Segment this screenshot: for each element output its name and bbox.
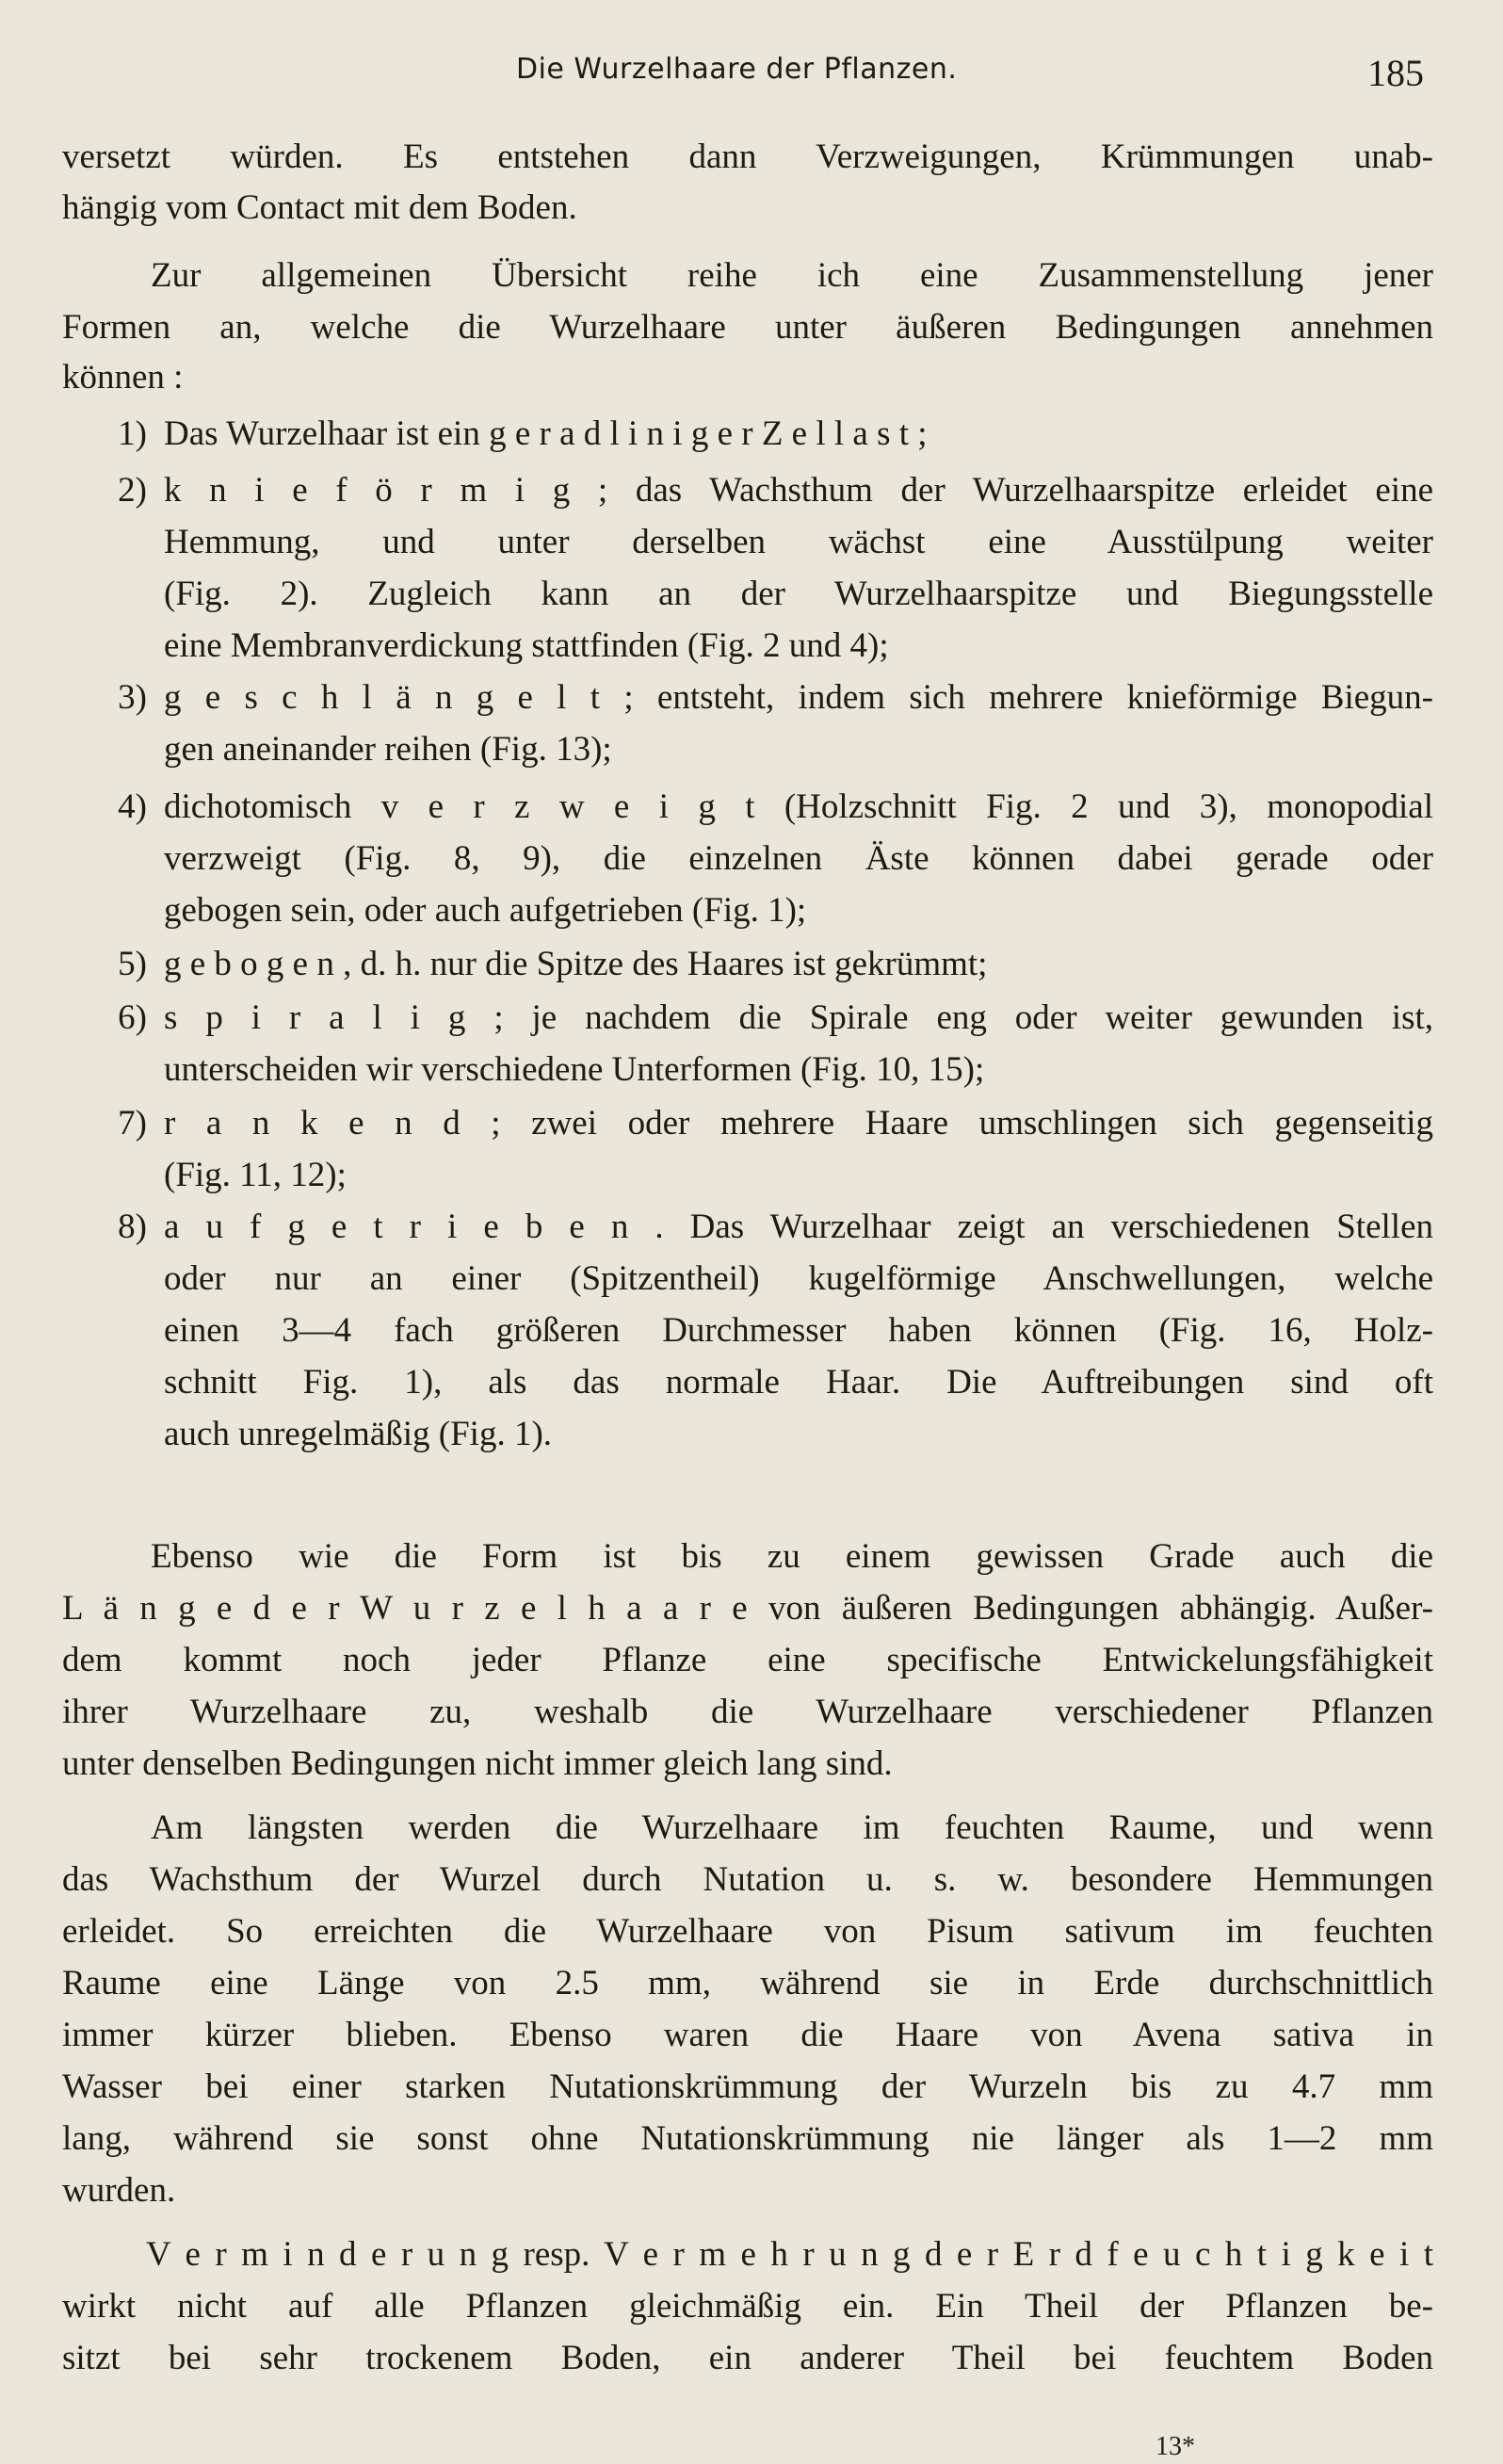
list-number: 8)	[118, 1208, 147, 1246]
page-number: 185	[1367, 52, 1424, 94]
text-line: erleidet. So erreichten die Wurzelhaare von Pisum sativum im feuchten	[62, 1912, 1433, 1951]
running-header: Die Wurzelhaare der Pflanzen.	[516, 53, 958, 86]
list-item-line: g e b o g e n , d. h. nur die Spitze des Haares ist gekrümmt;	[164, 945, 988, 983]
list-item-line: s p i r a l i g ; je nachdem die Spirale eng oder weiter gewunden ist,	[164, 998, 1433, 1037]
text-line: Raume eine Länge von 2.5 mm, während sie in Erde durchschnittlich	[62, 1964, 1433, 2002]
text-line: hängig vom Contact mit dem Boden.	[62, 188, 577, 227]
text-line: versetzt würden. Es entstehen dann Verzweigungen, Krümmungen unab-	[62, 138, 1433, 176]
text-line: Wasser bei einer starken Nutationskrümmung der Wurzeln bis zu 4.7 mm	[62, 2067, 1433, 2106]
text-line: ihrer Wurzelhaare zu, weshalb die Wurzelhaare verschiedener Pflanzen	[62, 1693, 1433, 1731]
list-item-line: gen aneinander reihen (Fig. 13);	[164, 730, 612, 769]
list-item-line: verzweigt (Fig. 8, 9), die einzelnen Äste können dabei gerade oder	[164, 839, 1433, 878]
text-line: dem kommt noch jeder Pflanze eine specifische Entwickelungsfähigkeit	[62, 1641, 1433, 1679]
list-number: 2)	[118, 471, 147, 510]
list-item-line: r a n k e n d ; zwei oder mehrere Haare umschlingen sich gegenseitig	[164, 1104, 1433, 1143]
text-line: Ebenso wie die Form ist bis zu einem gewissen Grade auch die	[151, 1537, 1433, 1576]
list-item-line: einen 3—4 fach größeren Durchmesser haben können (Fig. 16, Holz-	[164, 1311, 1433, 1350]
text-line: V e r m i n d e r u n g resp. V e r m e h r u n g d e r E r d f e u c h t i g k e i t	[146, 2235, 1433, 2274]
text-line: das Wachsthum der Wurzel durch Nutation u. s. w. besondere Hemmungen	[62, 1860, 1433, 1899]
list-number: 5)	[118, 945, 147, 983]
text-line: lang, während sie sonst ohne Nutationskrümmung nie länger als 1—2 mm	[62, 2119, 1433, 2158]
list-item-line: a u f g e t r i e b e n . Das Wurzelhaar zeigt an verschiedenen Stellen	[164, 1208, 1433, 1246]
list-item-line: eine Membranverdickung stattfinden (Fig. 2 und 4);	[164, 626, 889, 665]
text-line: Am längsten werden die Wurzelhaare im feuchten Raume, und wenn	[151, 1808, 1433, 1847]
list-item-line: g e s c h l ä n g e l t ; entsteht, indem sich mehrere knieförmige Biegun-	[164, 678, 1433, 717]
list-item-line: unterscheiden wir verschiedene Unterformen (Fig. 10, 15);	[164, 1050, 985, 1089]
list-item-line: schnitt Fig. 1), als das normale Haar. Die Auftreibungen sind oft	[164, 1363, 1433, 1402]
list-number: 7)	[118, 1104, 147, 1143]
list-number: 4)	[118, 787, 147, 826]
list-item-line: Das Wurzelhaar ist ein g e r a d l i n i g e r Z e l l a s t ;	[164, 414, 928, 453]
signature-mark: 13*	[1156, 2432, 1195, 2461]
text-line: unter denselben Bedingungen nicht immer gleich lang sind.	[62, 1744, 893, 1783]
text-line: können :	[62, 358, 184, 397]
list-number: 3)	[118, 678, 147, 717]
text-line: wirkt nicht auf alle Pflanzen gleichmäßig ein. Ein Theil der Pflanzen be-	[62, 2287, 1433, 2326]
list-item-line: Hemmung, und unter derselben wächst eine Ausstülpung weiter	[164, 523, 1433, 561]
list-item-line: oder nur an einer (Spitzentheil) kugelförmige Anschwellungen, welche	[164, 1259, 1433, 1298]
list-item-line: (Fig. 11, 12);	[164, 1156, 347, 1194]
list-item-line: auch unregelmäßig (Fig. 1).	[164, 1415, 553, 1453]
list-number: 6)	[118, 998, 147, 1037]
text-line: wurden.	[62, 2171, 176, 2210]
list-item-line: dichotomisch v e r z w e i g t (Holzschnitt Fig. 2 und 3), monopodial	[164, 787, 1433, 826]
list-item-line: (Fig. 2). Zugleich kann an der Wurzelhaarspitze und Biegungsstelle	[164, 575, 1433, 613]
text-line: Zur allgemeinen Übersicht reihe ich eine Zusammenstellung jener	[151, 256, 1433, 295]
text-line: L ä n g e d e r W u r z e l h a a r e von äußeren Bedingungen abhängig. Außer-	[62, 1589, 1433, 1628]
text-line: immer kürzer blieben. Ebenso waren die Haare von Avena sativa in	[62, 2016, 1433, 2054]
list-item-line: gebogen sein, oder auch aufgetrieben (Fig. 1);	[164, 891, 807, 930]
list-number: 1)	[118, 414, 147, 453]
list-item-line: k n i e f ö r m i g ; das Wachsthum der Wurzelhaarspitze erleidet eine	[164, 471, 1433, 510]
text-line: Formen an, welche die Wurzelhaare unter äußeren Bedingungen annehmen	[62, 308, 1433, 347]
text-line: sitzt bei sehr trockenem Boden, ein anderer Theil bei feuchtem Boden	[62, 2339, 1433, 2377]
